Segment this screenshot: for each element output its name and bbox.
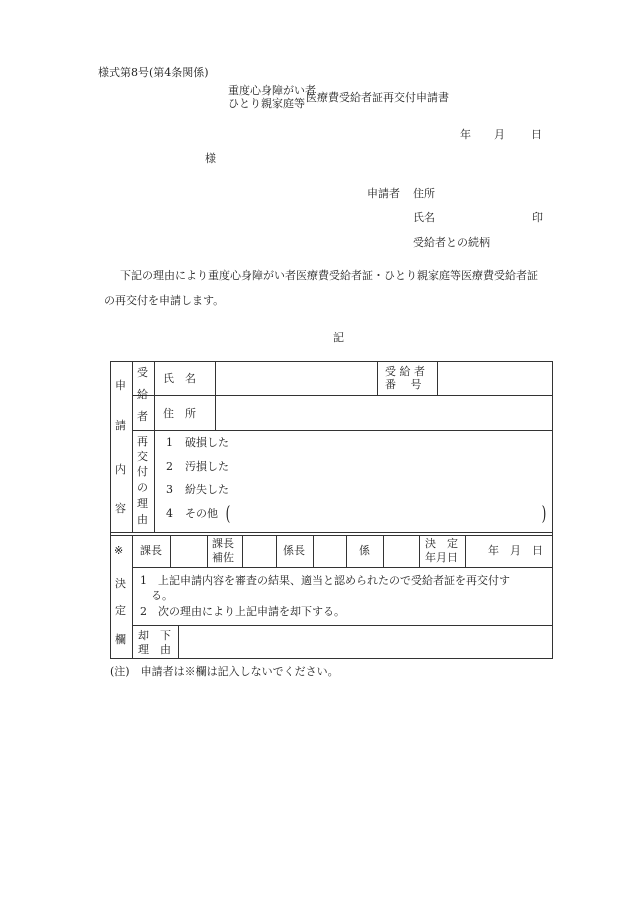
kettei-side-1: 決 (115, 577, 126, 590)
saikofu-2: 交 (137, 450, 148, 463)
side-shinsei-4: 容 (115, 502, 126, 515)
jukyusha-bango-2: 番 号 (385, 378, 422, 391)
name-label: 氏名 (413, 211, 435, 224)
reason-2-num: 2 (166, 460, 173, 473)
address-label: 住所 (413, 187, 435, 200)
kacho-hosa-2: 補佐 (212, 551, 234, 564)
side-shinsei-2: 請 (115, 419, 126, 432)
kyakka-2: 理 由 (138, 643, 171, 656)
date-year: 年 (460, 128, 471, 141)
kakari-label: 係 (359, 544, 370, 557)
saikofu-4: の (137, 481, 148, 494)
relation-label: 受給者との続柄 (413, 236, 490, 249)
decision-1a: 1 上記申請内容を審査の結果、適当と認められたので受給者証を再交付す (140, 574, 510, 587)
kyakka-1: 却 下 (138, 629, 171, 642)
saikofu-5: 理 (137, 497, 148, 510)
form-title: 医療費受給者証再交付申請書 (306, 91, 449, 104)
addressee: 様 (205, 152, 216, 165)
date-month: 月 (494, 128, 505, 141)
footnote: (注) 申請者は※欄は記入しないでください。 (110, 665, 339, 678)
ki-label: 記 (333, 331, 344, 344)
reason-4-num: 4 (166, 507, 173, 520)
reason-4-text: その他 (185, 507, 218, 520)
reason-2-text: 汚損した (185, 460, 229, 473)
kacho-hosa-1: 課長 (212, 537, 234, 550)
applicant-label: 申請者 (367, 187, 400, 200)
saikofu-1: 再 (137, 435, 148, 448)
saikofu-3: 付 (137, 465, 148, 478)
reason-3-num: 3 (166, 483, 173, 496)
body-line-1: 下記の理由により重度心身障がい者医療費受給者証・ひとり親家庭等医療費受給者証 (120, 269, 538, 282)
kettei-side-2: 定 (115, 604, 126, 617)
paren-close: ) (541, 501, 547, 525)
form-number: 様式第8号(第4条関係) (98, 66, 209, 79)
kettei-date-2: 年月日 (425, 551, 458, 564)
jusho-label: 住 所 (163, 407, 196, 420)
jukyusha-bango-1: 受 給 者 (385, 365, 425, 378)
kettei-date-1: 決 定 (425, 537, 458, 550)
seal: 印 (532, 211, 543, 224)
kakaricho-label: 係長 (283, 544, 305, 557)
jukyusha-3: 者 (137, 410, 148, 423)
shimei-label: 氏 名 (163, 372, 196, 385)
date-day: 日 (531, 128, 542, 141)
kettei-side-3: 欄 (115, 633, 126, 646)
kome-mark: ※ (114, 544, 124, 557)
side-shinsei-3: 内 (115, 463, 126, 476)
title-stack-2: ひとり親家庭等 (228, 97, 305, 110)
paren-open: ( (225, 501, 231, 525)
saikofu-6: 由 (137, 513, 148, 526)
reason-1-text: 破損した (185, 436, 229, 449)
side-shinsei-1: 申 (115, 379, 126, 392)
decision-2: 2 次の理由により上記申請を却下する。 (140, 605, 345, 618)
jukyusha-1: 受 (137, 366, 148, 379)
title-stack-1: 重度心身障がい者 (228, 84, 316, 97)
jukyusha-2: 給 (137, 388, 148, 401)
reason-3-text: 紛失した (185, 483, 229, 496)
kacho-label: 課長 (140, 544, 162, 557)
body-line-2: の再交付を申請します。 (104, 294, 225, 307)
decision-1b: る。 (151, 589, 173, 602)
reason-1-num: 1 (166, 436, 173, 449)
kettei-ymd: 年 月 日 (488, 544, 543, 557)
